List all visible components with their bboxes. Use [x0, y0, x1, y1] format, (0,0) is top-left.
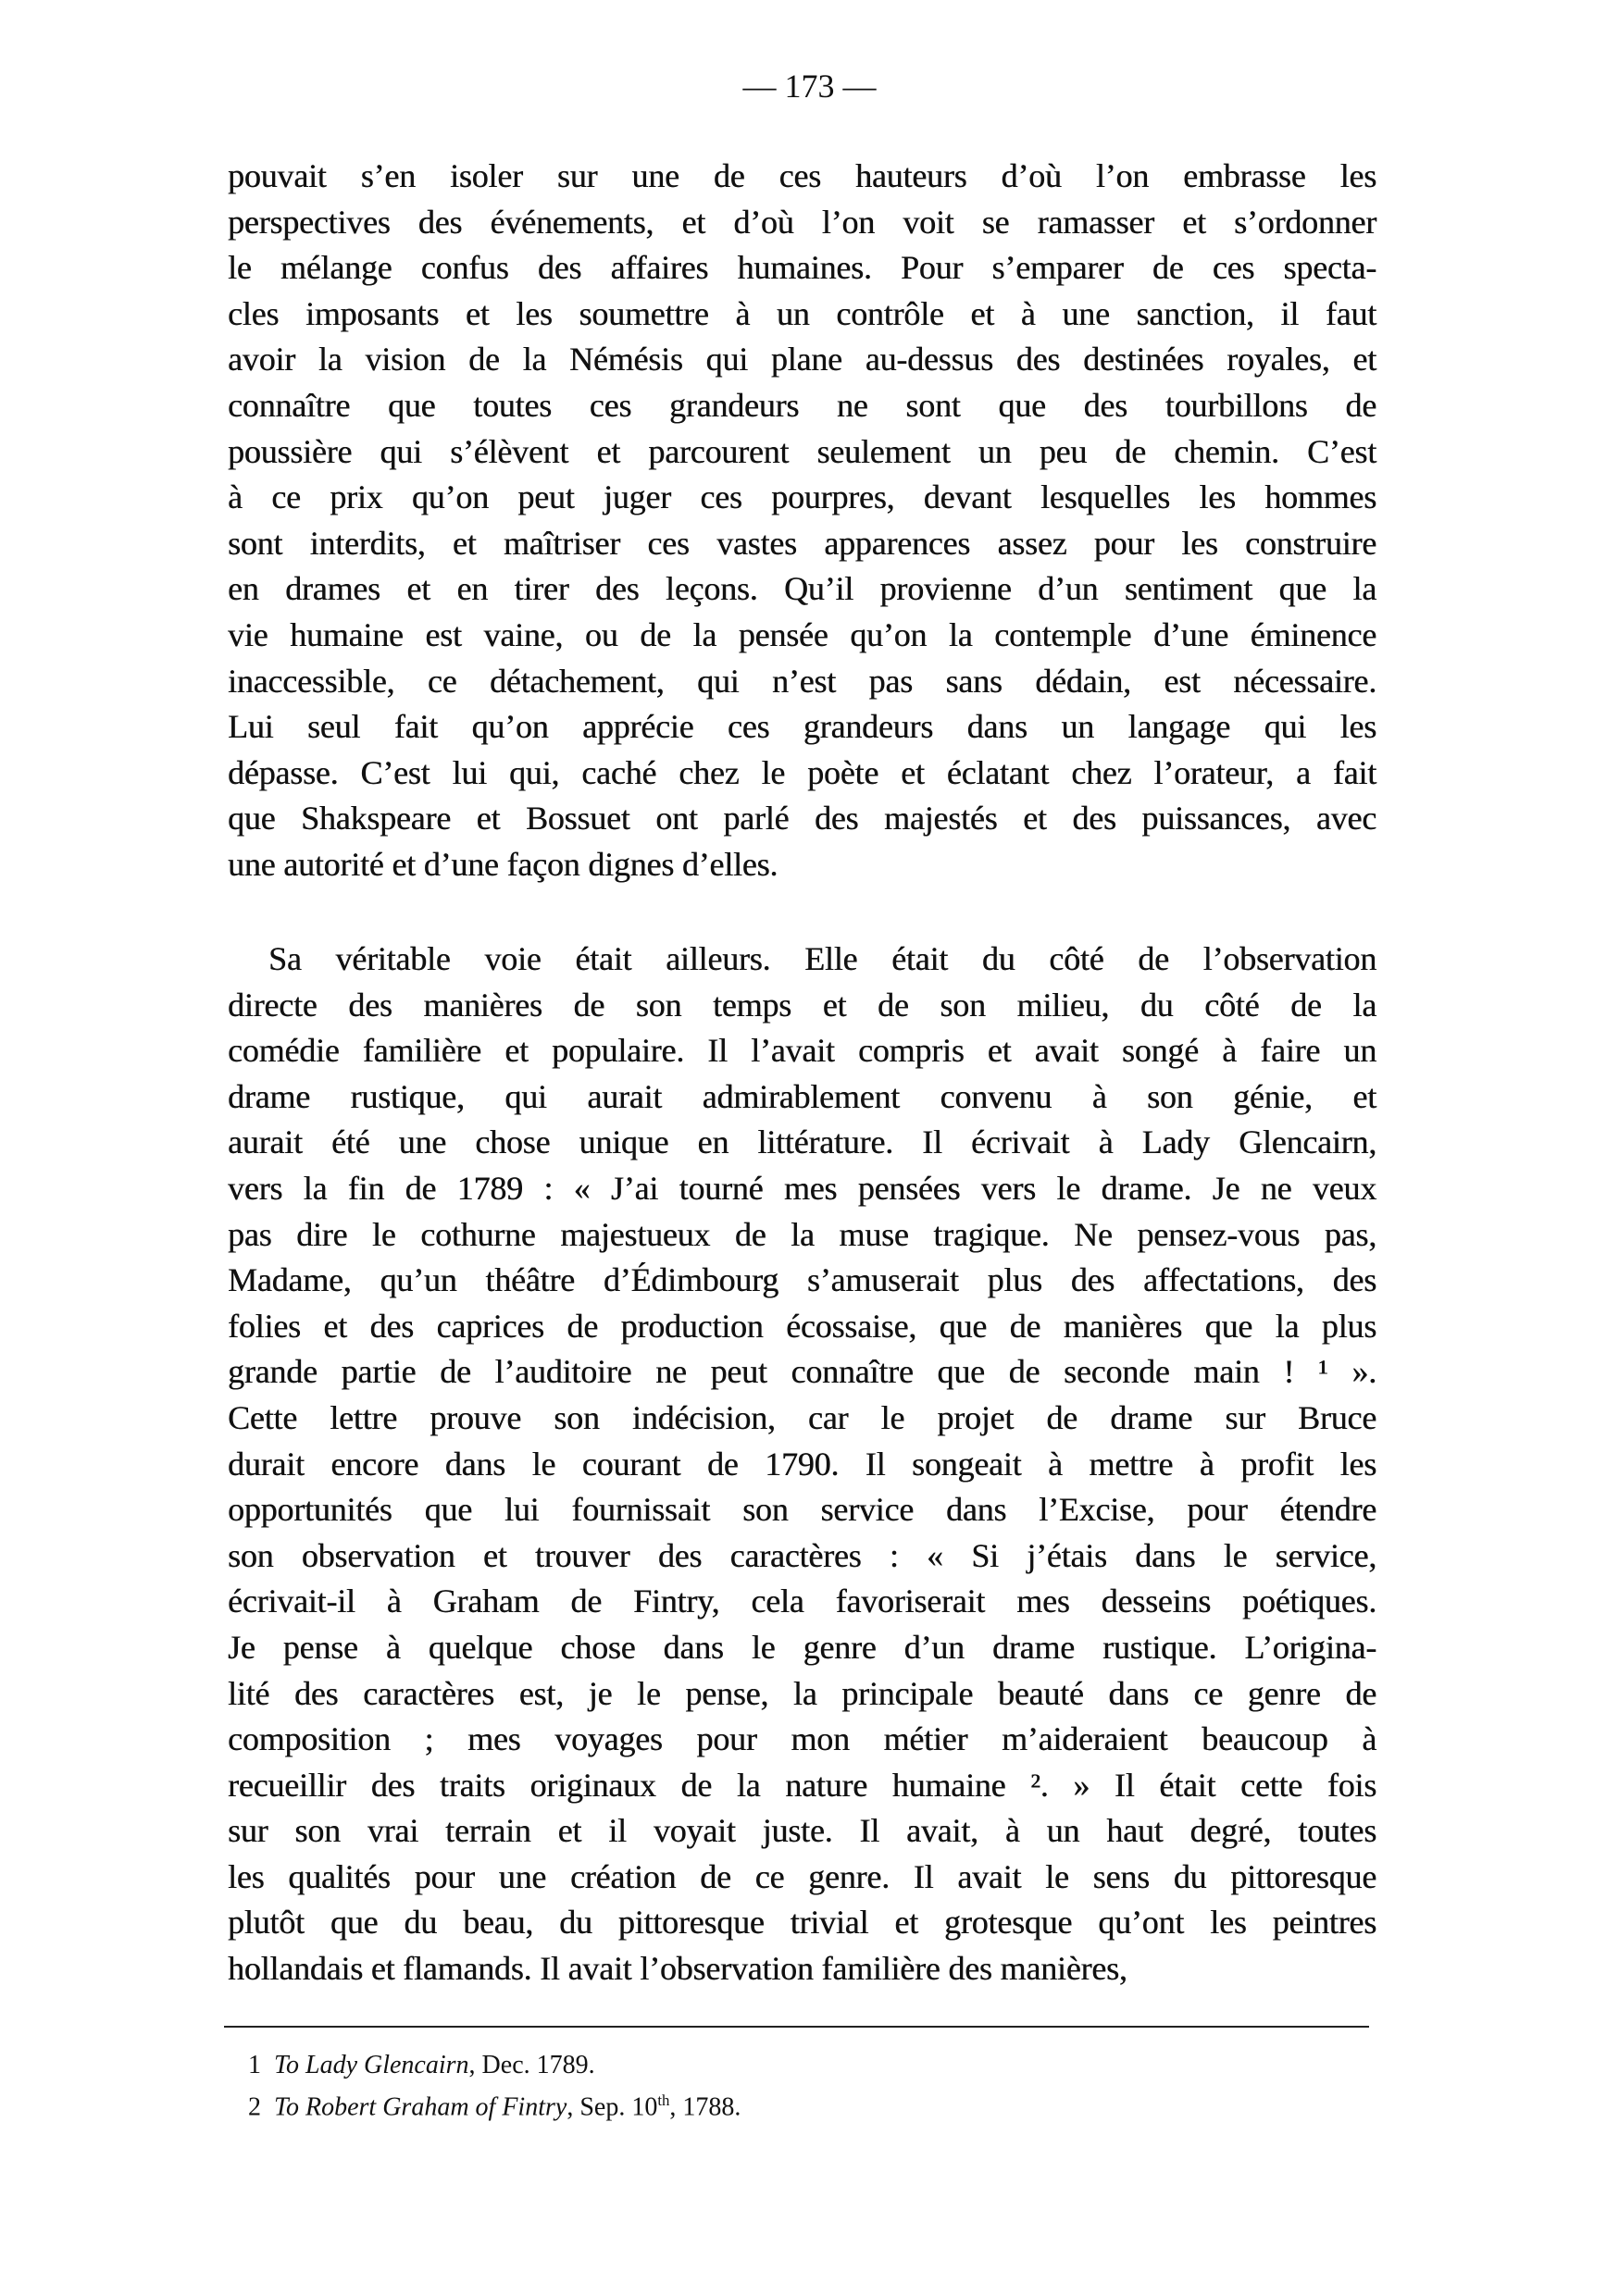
text-line: à ce prix qu’on peut juger ces pourpres, devant lesquelles les hommes	[228, 478, 1376, 516]
text-line: dépasse. C’est lui qui, caché chez le poète et éclatant chez l’orateur, a fait	[228, 753, 1376, 791]
text-line: directe des manières de son temps et de son milieu, du côté de la	[228, 986, 1376, 1024]
text-line: sont interdits, et maîtriser ces vastes apparences assez pour les construire	[228, 524, 1376, 562]
paragraph-1	[228, 154, 1376, 888]
text-line: folies et des caprices de production écossaise, que de manières que la plus	[228, 1307, 1376, 1345]
text-line: cles imposants et les soumettre à un contrôle et à une sanction, il faut	[228, 294, 1376, 332]
text-line: opportunités que lui fournissait son service dans l’Excise, pour étendre	[228, 1491, 1376, 1529]
text-line: durait encore dans le courant de 1790. Il songeait à mettre à profit les	[228, 1445, 1376, 1483]
footnote-mark: 1	[248, 2051, 261, 2079]
text-line: Madame, qu’un théâtre d’Édimbourg s’amuserait plus des affectations, des	[228, 1261, 1376, 1299]
footnote-text: , Sep. 10	[567, 2092, 658, 2122]
footnote-mark: 2	[248, 2092, 261, 2122]
text-line: hollandais et flamands. Il avait l’observation familière des manières,	[228, 1950, 1127, 1988]
text-line: en drames et en tirer des leçons. Qu’il provienne d’un sentiment que la	[228, 570, 1376, 608]
text-line: vers la fin de 1789 : « J’ai tourné mes pensées vers le drame. Je ne veux	[228, 1169, 1376, 1207]
footnote-title: To Robert Graham of Fintry	[274, 2092, 567, 2122]
footnote-text: , Dec. 1789.	[468, 2051, 595, 2079]
text-line: Sa véritable voie était ailleurs. Elle était du côté de l’observation	[268, 940, 1376, 977]
text-line: le mélange confus des affaires humaines. Pour s’emparer de ces specta-	[228, 249, 1376, 287]
text-line: les qualités pour une création de ce genre. Il avait le sens du pittoresque	[228, 1857, 1376, 1895]
text-line: recueillir des traits originaux de la nature humaine ². » Il était cette fois	[228, 1766, 1376, 1804]
text-line: vie humaine est vaine, ou de la pensée qu’on la contemple d’une éminence	[228, 615, 1376, 653]
text-line: plutôt que du beau, du pittoresque trivial et grotesque qu’ont les peintres	[228, 1904, 1376, 1942]
text-line: son observation et trouver des caractères : « Si j’étais dans le service,	[228, 1536, 1376, 1574]
text-line: connaître que toutes ces grandeurs ne sont que des tourbillons de	[228, 386, 1376, 424]
text-line: drame rustique, qui aurait admirablement convenu à son génie, et	[228, 1077, 1376, 1115]
text-line: Je pense à quelque chose dans le genre d’un drame rustique. L’origina-	[228, 1628, 1376, 1666]
text-line: poussière qui s’élèvent et parcourent seulement un peu de chemin. C’est	[228, 432, 1376, 470]
text-line: aurait été une chose unique en littérature. Il écrivait à Lady Glencairn,	[228, 1123, 1376, 1161]
paragraph-2	[228, 937, 1376, 1992]
text-line: grande partie de l’auditoire ne peut connaître que de seconde main ! ¹ ».	[228, 1353, 1376, 1391]
footnote-title: To Lady Glencairn	[274, 2051, 469, 2079]
text-line: comédie familière et populaire. Il l’avait compris et avait songé à faire un	[228, 1032, 1376, 1070]
footnote-divider	[224, 2026, 1369, 2028]
text-line: composition ; mes voyages pour mon métier m’aideraient beaucoup à	[228, 1720, 1376, 1758]
text-line: inaccessible, ce détachement, qui n’est pas sans dédain, est nécessaire.	[228, 662, 1376, 700]
page-number: — 173 —	[742, 68, 877, 105]
text-line: une autorité et d’une façon dignes d’elles.	[228, 845, 778, 883]
text-line: pas dire le cothurne majestueux de la muse tragique. Ne pensez-vous pas,	[228, 1215, 1376, 1253]
text-line: avoir la vision de la Némésis qui plane au-dessus des destinées royales, et	[228, 341, 1376, 379]
footnote-2	[248, 2091, 741, 2122]
text-line: écrivait-il à Graham de Fintry, cela favoriserait mes desseins poétiques.	[228, 1582, 1376, 1620]
footnote-text-end: , 1788.	[669, 2092, 741, 2122]
text-line: Lui seul fait qu’on apprécie ces grandeurs dans un langage qui les	[228, 708, 1376, 746]
text-line: que Shakspeare et Bossuet ont parlé des majestés et des puissances, avec	[228, 800, 1376, 838]
footnote-ordinal: th	[657, 2091, 670, 2109]
text-line: pouvait s’en isoler sur une de ces hauteurs d’où l’on embrasse les	[228, 157, 1376, 194]
text-line: Cette lettre prouve son indécision, car le projet de drame sur Bruce	[228, 1398, 1376, 1436]
footnote-1	[248, 2051, 595, 2080]
text-line: sur son vrai terrain et il voyait juste. Il avait, à un haut degré, toutes	[228, 1812, 1376, 1850]
text-line: lité des caractères est, je le pense, la principale beauté dans ce genre de	[228, 1674, 1376, 1712]
text-line: perspectives des événements, et d’où l’on voit se ramasser et s’ordonner	[228, 203, 1376, 241]
